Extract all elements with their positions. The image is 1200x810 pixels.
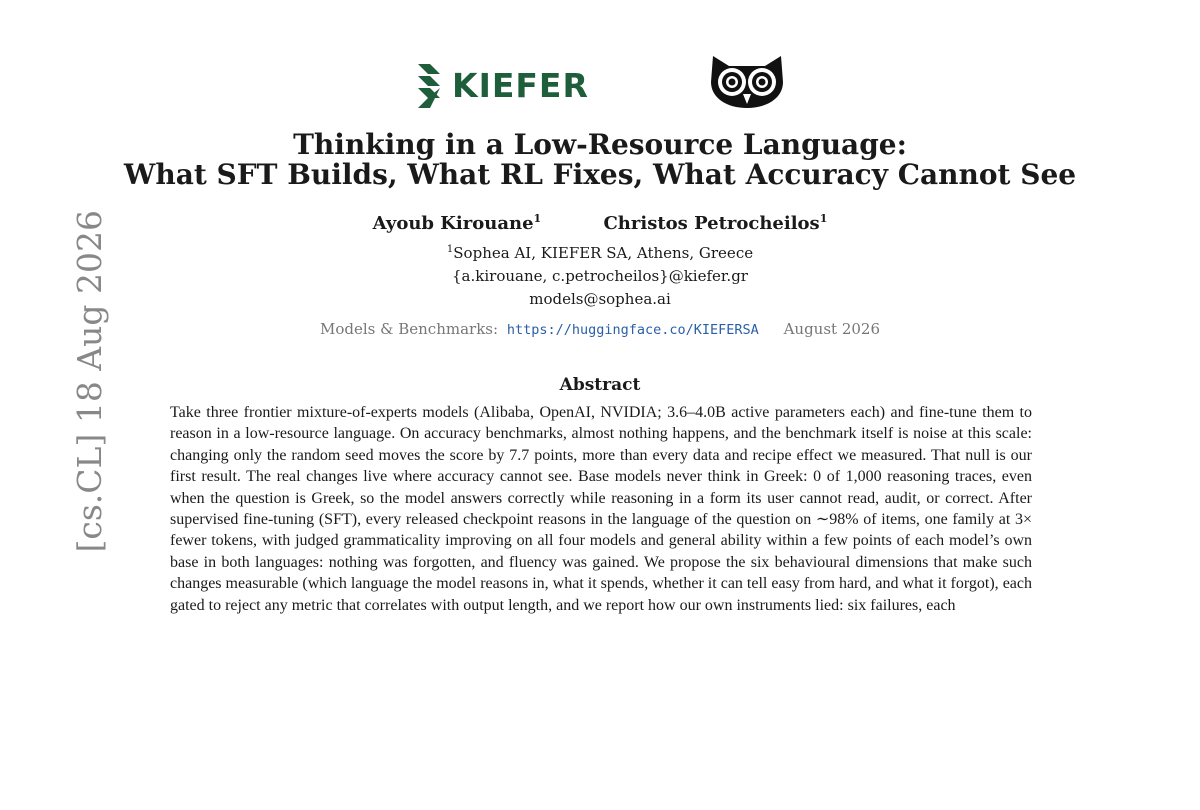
- paper-title: [0, 130, 1200, 190]
- contact-email: models@sophea.ai: [529, 290, 671, 308]
- kiefer-mark-icon: [416, 62, 442, 108]
- affiliation: $^1$Sophea AI, KIEFER SA, Athens, Greece: [446, 244, 754, 262]
- publication-date: August 2026: [783, 320, 881, 338]
- author-2: Christos Petrocheilos$^1$: [603, 212, 828, 234]
- abstract-text: Take three frontier mixture-of-experts models (Alibaba, OpenAI, NVIDIA; 3.6–4.0B active parameters each) and fine-tune them to reason in a low-resource language. On accuracy benchmarks, almost nothing happens, and the benchmark itself is noise at this scale: changing only the random seed moves the score by 7.7 points, more than every data and recipe effect we measured. That null is our first result. The real changes live where accuracy cannot see. Base models never think in Greek: 0 of 1,000 reasoning traces, even when the question is Greek, so the model answers correctly while reasoning in a form its user cannot read, audit, or correct. After supervised fine-tuning (SFT), every released checkpoint reasons in the language of the question on ∼98% of items, one family at 3× fewer tokens, with judged grammaticality improving on all four models and general ability within a few points of each model’s own base in both languages: nothing was forgotten, and fluency was gained. We propose the six behavioural dimensions that make such changes measurable (which language the model reasons in, what it spends, whether it can tell easy from hard, and what it forgot), each gated to reject any metric that correlates with output length, and we report how our own instruments lied: six failures, each: [170, 404, 1032, 614]
- kiefer-wordmark: KIEFER: [452, 65, 589, 105]
- title-line-2: What SFT Builds, What RL Fixes, What Accuracy Cannot See: [123, 158, 1077, 191]
- author-emails: {a.kirouane, c.petrocheilos}@kiefer.gr: [452, 267, 748, 285]
- arxiv-stamp: [cs.CL] 18 Aug 2026: [70, 210, 109, 553]
- logo-bar: [0, 52, 1200, 112]
- owl-icon: [707, 52, 787, 110]
- title-line-1: Thinking in a Low-Resource Language:: [293, 128, 907, 161]
- abstract-heading: Abstract: [559, 375, 641, 395]
- author-1: Ayoub Kirouane$^1$: [372, 212, 542, 234]
- author-list: [0, 212, 1200, 234]
- kiefer-logo: [416, 60, 589, 110]
- huggingface-link[interactable]: https://huggingface.co/KIEFERSA: [506, 322, 759, 338]
- links-label: Models & Benchmarks:: [319, 320, 499, 338]
- links-line: [0, 320, 1200, 338]
